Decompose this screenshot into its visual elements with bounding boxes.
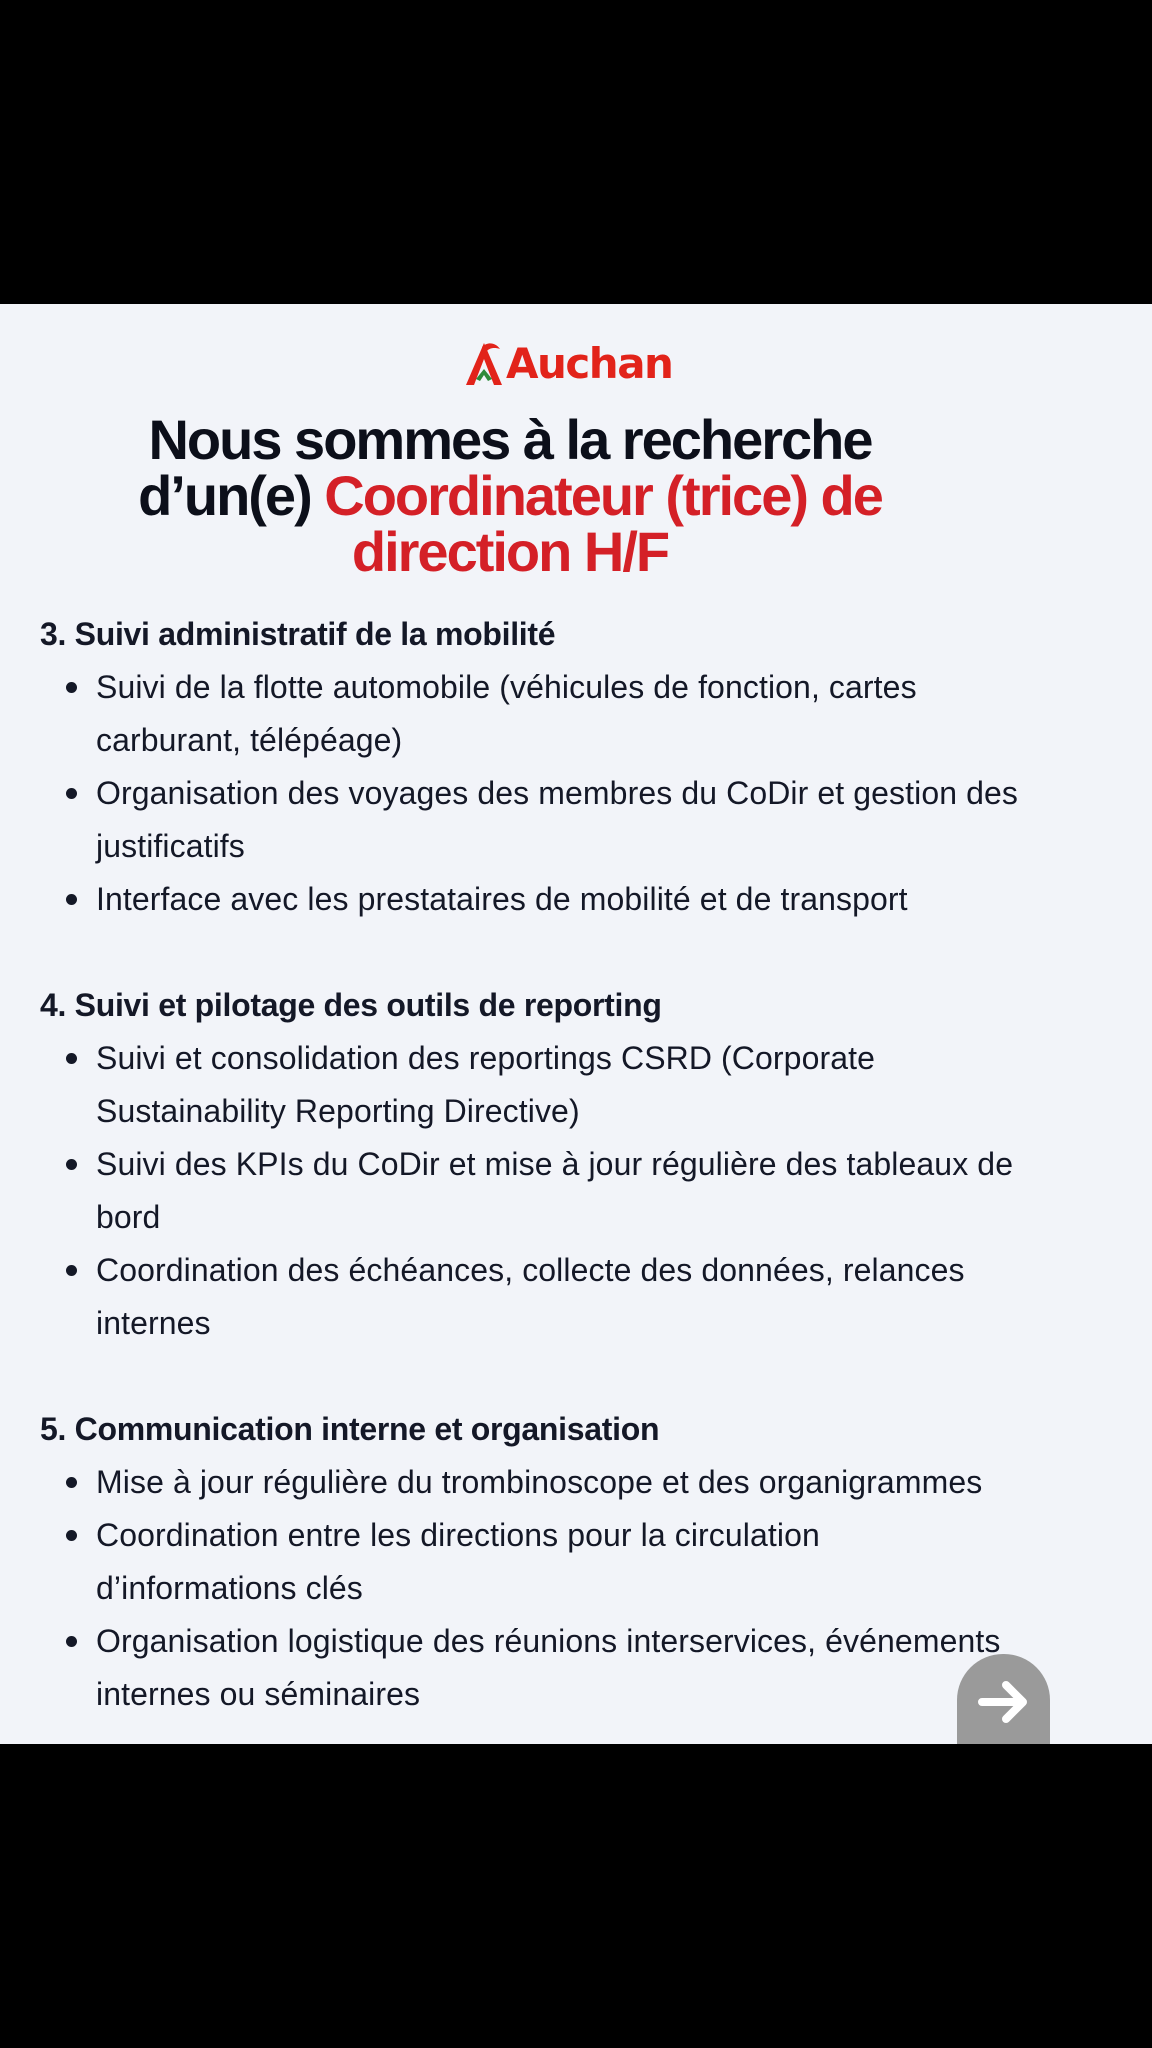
- headline-line-2: [80, 464, 940, 527]
- auchan-logo: [462, 334, 692, 394]
- section-title: 3. Suivi administratif de la mobilité: [40, 616, 556, 652]
- headline-prefix: d’un(e): [138, 464, 325, 527]
- list-item: Suivi des KPIs du CoDir et mise à jour régulière des tableaux de bord: [40, 1138, 1120, 1244]
- post-card: [0, 304, 1152, 1744]
- next-slide-button[interactable]: [957, 1654, 1050, 1744]
- bullet-icon: [66, 1053, 77, 1064]
- bottom-letterbox: [0, 1744, 1152, 2048]
- section-list: [40, 1032, 1120, 1350]
- list-item: Coordination entre les directions pour la circulation d’informations clés: [40, 1509, 1120, 1615]
- section-title: 4. Suivi et pilotage des outils de reporting: [40, 987, 662, 1023]
- top-letterbox: [0, 0, 1152, 304]
- brand-name: Auchan: [506, 339, 673, 388]
- list-item: Suivi de la flotte automobile (véhicules de fonction, cartes carburant, télépéage): [40, 661, 1120, 767]
- list-item: Interface avec les prestataires de mobilité et de transport: [40, 873, 1120, 926]
- section-list: [40, 1456, 1120, 1721]
- arrow-right-icon: [976, 1674, 1032, 1730]
- list-item: Coordination des échéances, collecte des données, relances internes: [40, 1244, 1120, 1350]
- list-item: Suivi et consolidation des reportings CSRD (Corporate Sustainability Reporting Directive): [40, 1032, 1120, 1138]
- job-description: [40, 608, 1120, 1721]
- list-item: Organisation des voyages des membres du CoDir et gestion des justificatifs: [40, 767, 1120, 873]
- bullet-icon: [66, 788, 77, 799]
- bullet-icon: [66, 1159, 77, 1170]
- section-list: [40, 661, 1120, 926]
- list-item: Mise à jour régulière du trombinoscope et des organigrammes: [40, 1456, 1120, 1509]
- bullet-icon: [66, 1530, 77, 1541]
- bullet-icon: [66, 1265, 77, 1276]
- job-title-part-2: direction H/F: [351, 520, 669, 583]
- job-title-part-1: Coordinateur (trice) de: [324, 464, 882, 527]
- bullet-icon: [66, 1477, 77, 1488]
- bullet-icon: [66, 1636, 77, 1647]
- headline: [80, 408, 940, 583]
- section-title: 5. Communication interne et organisation: [40, 1411, 660, 1447]
- bullet-icon: [66, 894, 77, 905]
- headline-line-1: Nous sommes à la recherche: [148, 408, 872, 471]
- bullet-icon: [66, 682, 77, 693]
- list-item: Organisation logistique des réunions interservices, événements internes ou séminaires: [40, 1615, 1120, 1721]
- auchan-bird-icon: [462, 339, 506, 389]
